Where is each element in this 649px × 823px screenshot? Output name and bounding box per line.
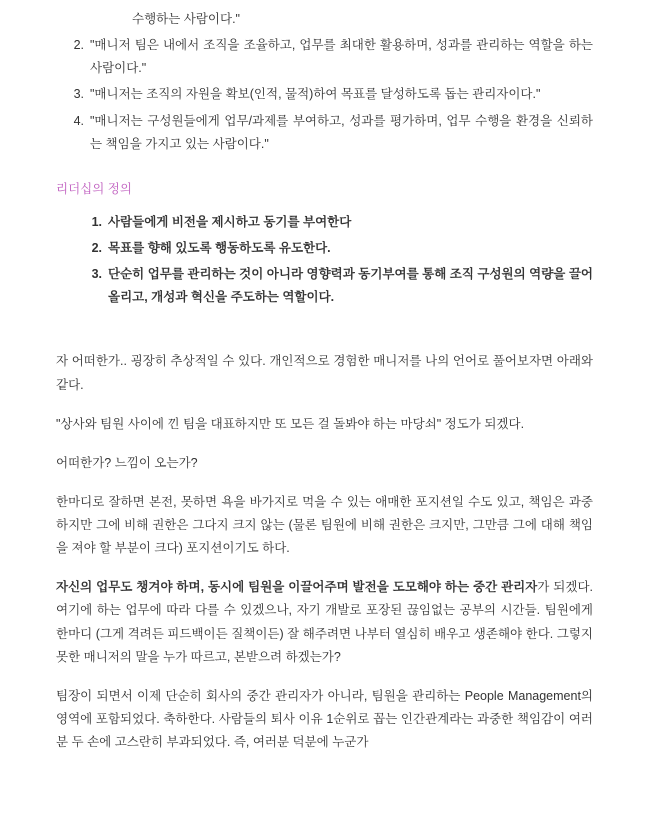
list-item: [56, 237, 593, 260]
list-item-number: 3.: [73, 87, 84, 102]
list-item-number: 1.: [91, 214, 102, 229]
body-paragraph-1: 자 어떠한가.. 굉장히 추상적일 수 있다. 개인적으로 경험한 매니저를 나의 언어로 풀어보자면 아래와 같다.: [56, 354, 593, 392]
body-paragraph-2: "상사와 팀원 사이에 낀 팀을 대표하지만 또 모든 걸 돌봐야 하는 마당쇠" 정도가 되겠다.: [56, 416, 525, 431]
list-item-number: 3.: [91, 267, 102, 282]
leadership-definition-list: [56, 211, 593, 310]
section-spacer: [56, 312, 593, 350]
body-paragraph-3: 어떠한가? 느낌이 오는가?: [56, 455, 198, 470]
list-item-text: 목표를 향해 있도록 행동하도록 유도한다.: [108, 241, 331, 255]
list-item: [56, 110, 593, 156]
list-item-text: "매니저는 조직의 자원을 확보(인적, 물적)하여 목표를 달성하도록 돕는 관리자이다.": [90, 87, 541, 102]
list-item-number: 4.: [73, 113, 84, 128]
bold-emphasis-text: 자신의 업무도 챙겨야 하며, 동시에 팀원을 이끌어주며 발전을 도모해야 하는 중간 관리자: [56, 580, 538, 595]
list-item-text: 단순히 업무를 관리하는 것이 아니라 영향력과 동기부여를 통해 조직 구성원의 역량을 끌어올리고, 개성과 혁신을 주도하는 역할이다.: [108, 267, 593, 305]
list-item: [56, 83, 593, 106]
list-item-number: 2.: [73, 38, 84, 53]
list-item: [56, 34, 593, 80]
manager-definition-list: [56, 34, 593, 156]
list-item: [56, 211, 593, 234]
body-paragraph-6: 팀장이 되면서 이제 단순히 회사의 중간 관리자가 아니라, 팀원을 관리하는 People Management의 영역에 포함되었다. 축하한다. 사람들의 퇴사 이유 1순위로 꼽는 인간관계라는 과중한 책임감이 여러분 두 손에 고스란히 부과되었다. 즉, 여러분 덕분에 누군가: [56, 688, 593, 749]
paragraph-remainder-text: 가 되겠다. 여기에 하는 업무에 따라 다를 수 있겠으나, 자기 개발로 포장된 끊임없는 공부의 시간들. 팀원에게 한마디 (그게 격려든 피드백이든 질책이든) 잘 해주려면 나부터 열심히 배우고 생존해야 한다. 그렇지 못한 매니저의 말을 누가 따르고, 본받으려 하겠는가?: [56, 580, 593, 664]
body-paragraph-4: 한마디로 잘하면 본전, 못하면 욕을 바가지로 먹을 수 있는 애매한 포지션일 수도 있고, 책임은 과중하지만 그에 비해 권한은 그다지 크지 않는 (물론 팀원에 비해 권한은 크지만, 그만큼 그에 대해 책임을 져야 할 부분이 크다) 포지션이기도 하다.: [56, 494, 593, 556]
body-paragraph-5: [56, 576, 593, 669]
list-item-text: 사람들에게 비전을 제시하고 동기를 부여한다: [108, 214, 352, 229]
continuation-text: 수행하는 사람이다.": [132, 12, 240, 26]
list-item: [56, 263, 593, 309]
list-item-text: "매니저는 구성원들에게 업무/과제를 부여하고, 성과를 평가하며, 업무 수행을 환경을 신뢰하는 책임을 가지고 있는 사람이다.": [90, 113, 593, 151]
leadership-heading: 리더십의 정의: [56, 181, 132, 196]
list-item-number: 2.: [91, 241, 102, 255]
list-item-text: "매니저 팀은 내에서 조직을 조율하고, 업무를 최대한 활용하며, 성과를 관리하는 역할을 하는 사람이다.": [90, 38, 593, 76]
